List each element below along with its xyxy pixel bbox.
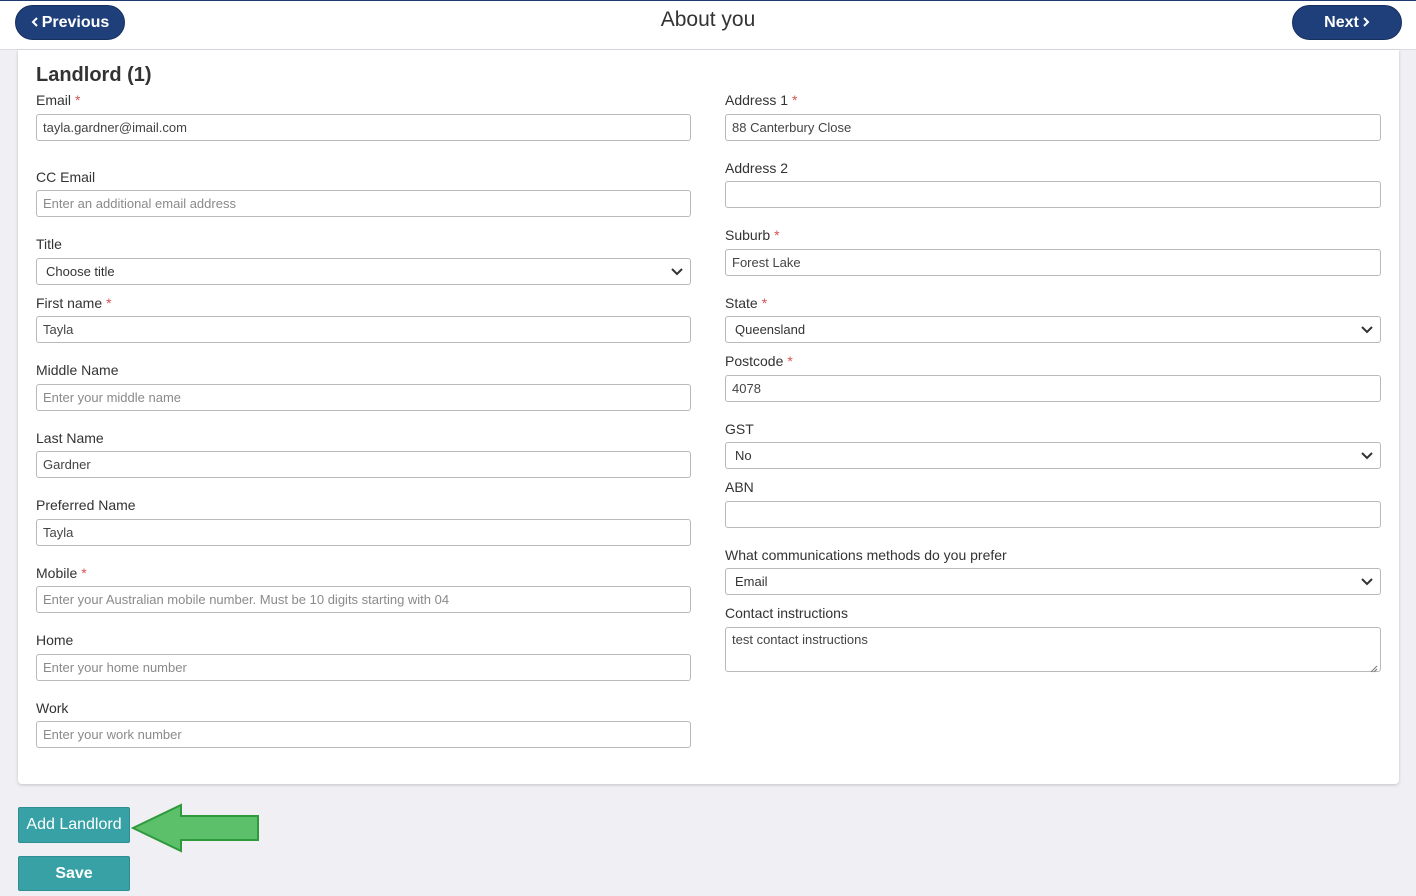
top-bar bbox=[0, 0, 1416, 50]
title-label: Title bbox=[36, 236, 62, 252]
address1-field[interactable]: 88 Canterbury Close bbox=[725, 114, 1381, 141]
required-marker: * bbox=[787, 353, 793, 369]
address2-label: Address 2 bbox=[725, 160, 789, 176]
email-label: Email * bbox=[36, 92, 81, 108]
chevron-down-icon bbox=[1360, 323, 1374, 337]
state-label: State * bbox=[725, 295, 768, 311]
email-field[interactable]: tayla.gardner@imail.com bbox=[36, 114, 691, 141]
title-select[interactable]: Choose title bbox=[36, 258, 691, 285]
work-label: Work bbox=[36, 700, 69, 716]
preferred-name-field[interactable]: Tayla bbox=[36, 519, 691, 546]
postcode-field[interactable]: 4078 bbox=[725, 375, 1381, 402]
middle-name-label: Middle Name bbox=[36, 362, 119, 378]
required-marker: * bbox=[81, 565, 87, 581]
abn-field[interactable] bbox=[725, 501, 1381, 528]
middle-name-field[interactable]: Enter your middle name bbox=[36, 384, 691, 411]
mobile-label: Mobile * bbox=[36, 565, 87, 581]
postcode-label: Postcode * bbox=[725, 353, 793, 369]
home-field[interactable]: Enter your home number bbox=[36, 654, 691, 681]
state-select[interactable]: Queensland bbox=[725, 316, 1381, 343]
suburb-field[interactable]: Forest Lake bbox=[725, 249, 1381, 276]
next-label: Next bbox=[1324, 13, 1359, 31]
first-name-label: First name * bbox=[36, 295, 112, 311]
required-marker: * bbox=[761, 295, 768, 311]
last-name-field[interactable]: Gardner bbox=[36, 451, 691, 478]
next-button[interactable] bbox=[1292, 5, 1402, 40]
work-field[interactable]: Enter your work number bbox=[36, 721, 691, 748]
save-button[interactable]: Save bbox=[18, 856, 130, 891]
chevron-right-icon bbox=[1362, 15, 1370, 30]
preferred-name-label: Preferred Name bbox=[36, 497, 136, 513]
first-name-field[interactable]: Tayla bbox=[36, 316, 691, 343]
required-marker: * bbox=[774, 227, 780, 243]
last-name-label: Last Name bbox=[36, 430, 104, 446]
required-marker: * bbox=[792, 92, 798, 108]
resize-grip-icon[interactable] bbox=[1370, 661, 1378, 669]
required-marker: * bbox=[75, 92, 81, 108]
gst-select[interactable]: No bbox=[725, 442, 1381, 469]
gst-label: GST bbox=[725, 421, 754, 437]
contact-instructions-textarea[interactable]: test contact instructions bbox=[725, 627, 1381, 672]
previous-label: Previous bbox=[41, 13, 110, 31]
contact-instructions-label: Contact instructions bbox=[725, 605, 848, 621]
mobile-field[interactable]: Enter your Australian mobile number. Must be 10 digits starting with 04 bbox=[36, 586, 691, 613]
add-landlord-button[interactable]: Add Landlord bbox=[18, 807, 130, 843]
suburb-label: Suburb * bbox=[725, 227, 780, 243]
page-title: About you bbox=[660, 8, 756, 31]
chevron-down-icon bbox=[1360, 449, 1374, 463]
cc-email-label: CC Email bbox=[36, 169, 96, 185]
required-marker: * bbox=[106, 295, 112, 311]
chevron-down-icon bbox=[1360, 575, 1374, 589]
abn-label: ABN bbox=[725, 479, 754, 495]
comm-methods-label: What communications methods do you prefer bbox=[725, 547, 1007, 563]
comm-methods-select[interactable]: Email bbox=[725, 568, 1381, 595]
home-label: Home bbox=[36, 632, 74, 648]
address2-field[interactable] bbox=[725, 181, 1381, 208]
address1-label: Address 1 * bbox=[725, 92, 798, 108]
cc-email-field[interactable]: Enter an additional email address bbox=[36, 190, 691, 217]
chevron-down-icon bbox=[670, 265, 684, 279]
green-arrow-pointer-icon bbox=[131, 803, 261, 858]
section-title: Landlord (1) bbox=[36, 64, 152, 86]
